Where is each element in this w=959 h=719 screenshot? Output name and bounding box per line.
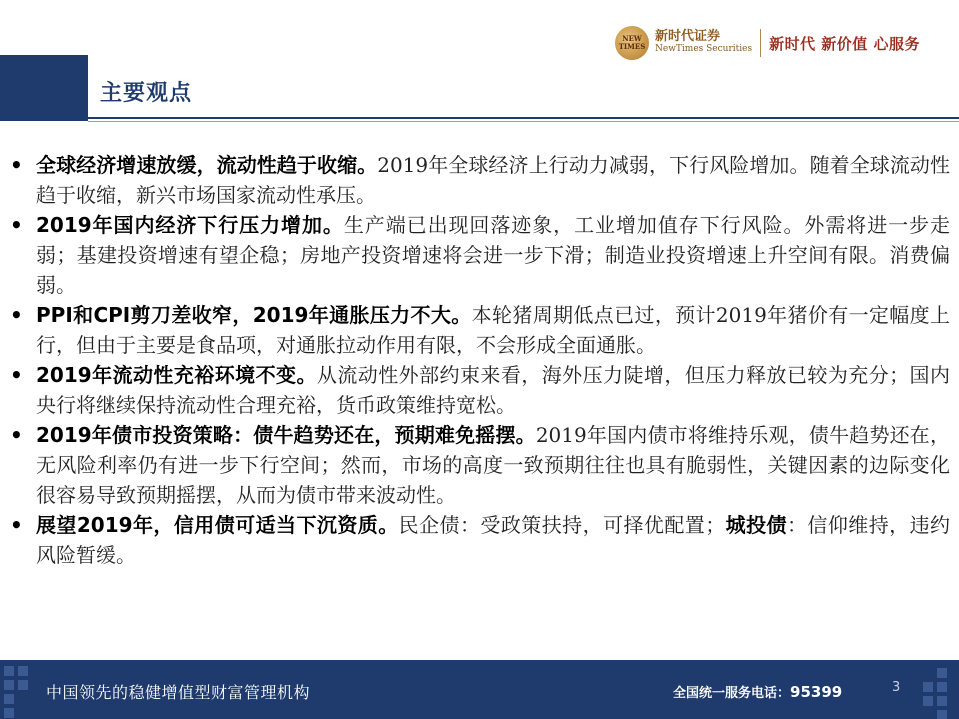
bullet-icon: • bbox=[10, 513, 23, 537]
list-item bbox=[10, 150, 950, 210]
point-heading: 2019年国内经济下行压力增加。 bbox=[36, 213, 344, 237]
decor-square bbox=[923, 682, 933, 692]
decor-square bbox=[4, 666, 14, 676]
point-text: 从流动性外部约束来看，海外压力陡增，但压力释放已较为充分；国内央行将继续保持流动性合理充裕，货币政策维持宽松。 bbox=[36, 363, 950, 417]
hotline-number: 95399 bbox=[790, 683, 843, 701]
list-item bbox=[10, 420, 950, 510]
point-text: 2019年全球经济上行动力减弱，下行风险增加。随着全球流动性趋于收缩，新兴市场国家流动性承压。 bbox=[36, 153, 951, 207]
title-divider bbox=[88, 117, 959, 119]
list-item bbox=[10, 360, 950, 420]
decor-square bbox=[4, 708, 14, 718]
decor-square bbox=[937, 696, 947, 706]
point-subheading: 城投债 bbox=[725, 513, 787, 537]
footer-right-pattern bbox=[915, 660, 959, 719]
decor-square bbox=[4, 694, 14, 704]
decor-square bbox=[937, 682, 947, 692]
decor-square bbox=[4, 680, 14, 690]
page-number: 3 bbox=[892, 680, 901, 695]
list-item bbox=[10, 210, 950, 300]
list-item bbox=[10, 510, 950, 570]
logo-emblem-icon: NEW TIMES bbox=[615, 26, 649, 60]
hotline-label: 全国统一服务电话： bbox=[673, 686, 791, 701]
list-item bbox=[10, 300, 950, 360]
logo-divider bbox=[760, 29, 761, 57]
page-title: 主要观点 bbox=[100, 81, 193, 106]
decor-square bbox=[18, 680, 28, 690]
logo-name-cn: 新时代证券 bbox=[655, 29, 721, 44]
footer-left-pattern bbox=[0, 660, 48, 719]
point-heading: 全球经济增速放缓，流动性趋于收缩。 bbox=[36, 153, 378, 177]
point-text: 民企债：受政策扶持，可择优配置； bbox=[398, 513, 726, 537]
point-heading: 展望2019年，信用债可适当下沉资质。 bbox=[36, 513, 399, 537]
bullet-icon: • bbox=[10, 363, 23, 387]
footer-hotline bbox=[673, 682, 842, 701]
logo-text bbox=[655, 30, 752, 56]
decor-square bbox=[937, 668, 947, 678]
bullet-icon: • bbox=[10, 153, 23, 177]
decor-square bbox=[937, 710, 947, 719]
decor-square bbox=[923, 696, 933, 706]
bullet-icon: • bbox=[10, 213, 23, 237]
title-divider-thin bbox=[88, 121, 959, 122]
logo-name-en: NewTimes Securities bbox=[655, 44, 753, 54]
company-slogan: 新时代 新价值 心服务 bbox=[769, 34, 921, 53]
point-heading: 2019年债市投资策略：债牛趋势还在，预期难免摇摆。 bbox=[36, 423, 536, 447]
point-text-continued: ：信仰维持，违约风险暂缓。 bbox=[36, 513, 951, 567]
key-points-list bbox=[10, 150, 950, 570]
bullet-icon: • bbox=[10, 303, 23, 327]
point-text: 2019年国内债市将维持乐观，债牛趋势还在，无风险利率仍有进一步下行空间；然而，市场的高度一致预期往往也具有脆弱性，关键因素的边际变化很容易导致预期摇摆，从而为债市带来波动性。 bbox=[36, 423, 950, 507]
point-heading: 2019年流动性充裕环境不变。 bbox=[36, 363, 317, 387]
point-heading: PPI和CPI剪刀差收窄，2019年通胀压力不大。 bbox=[36, 303, 472, 327]
point-text: 本轮猪周期低点已过，预计2019年猪价有一定幅度上行，但由于主要是食品项，对通胀拉动作用有限，不会形成全面通胀。 bbox=[36, 303, 951, 357]
company-logo bbox=[615, 26, 955, 60]
footer-tagline: 中国领先的稳健增值型财富管理机构 bbox=[46, 683, 311, 702]
point-text: 生产端已出现回落迹象，工业增加值存下行风险。外需将进一步走弱；基建投资增速有望企稳；房地产投资增速将会进一步下滑；制造业投资增速上升空间有限。消费偏弱。 bbox=[36, 213, 951, 297]
bullet-icon: • bbox=[10, 423, 23, 447]
decor-square bbox=[18, 666, 28, 676]
header-accent-block bbox=[0, 55, 88, 121]
